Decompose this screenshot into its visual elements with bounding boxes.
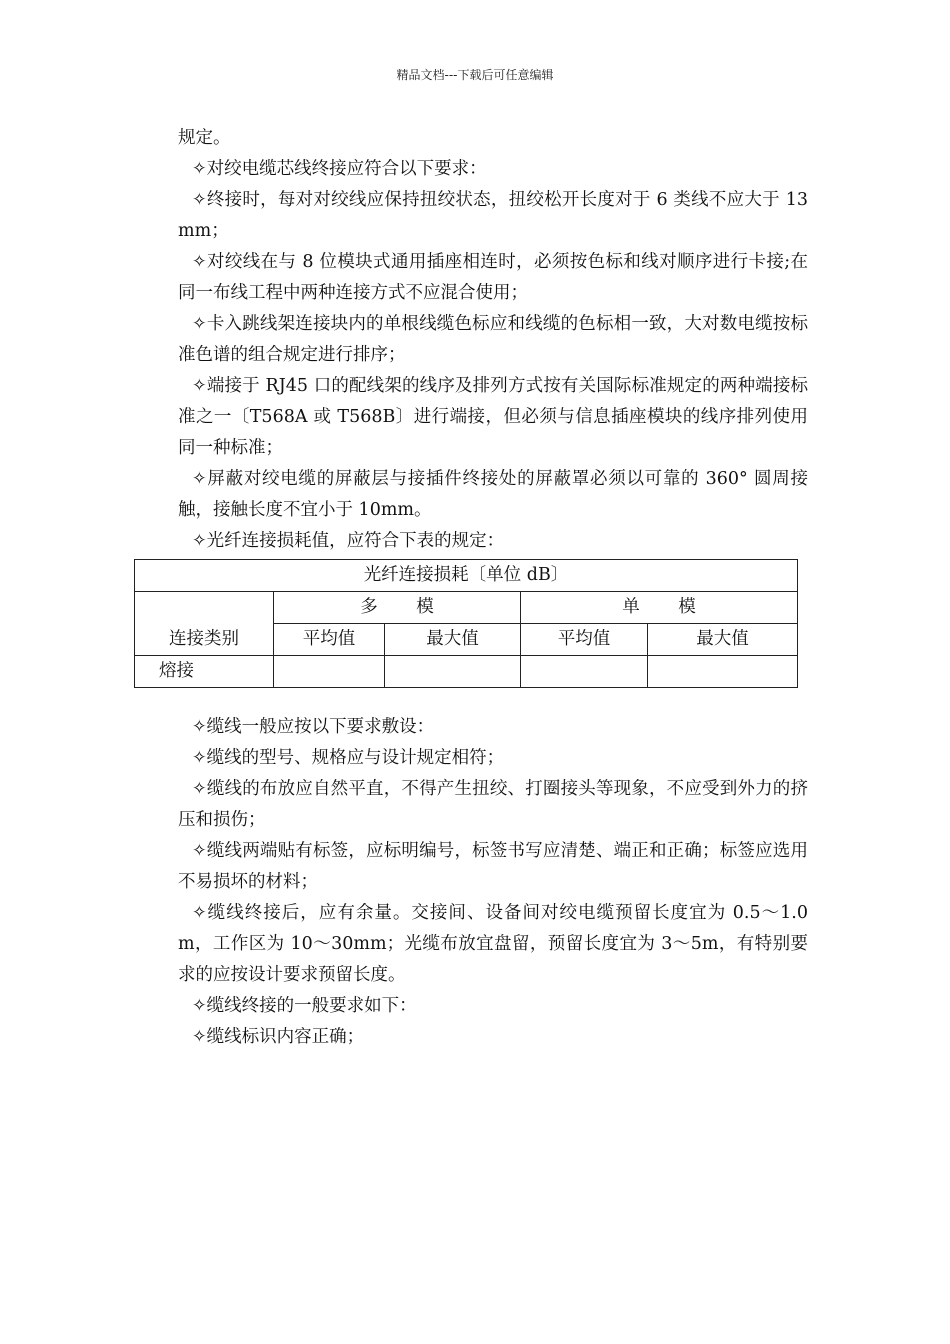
paragraph: ✧对绞线在与 8 位模块式通用插座相连时，必须按色标和线对顺序进行卡接;在同一布线工程中两种连接方式不应混合使用； [178, 252, 808, 303]
cell-single-max [648, 656, 798, 688]
paragraph: ✧缆线的型号、规格应与设计规定相符； [192, 748, 505, 768]
paragraph: ✧卡入跳线架连接块内的单根线缆色标应和线缆的色标相一致，大对数电缆按标准色谱的组合规定进行排序； [178, 314, 808, 365]
paragraph: ✧缆线终接的一般要求如下： [192, 996, 417, 1016]
top-paragraphs [178, 123, 808, 557]
table-title: 光纤连接损耗〔单位 dB〕 [135, 560, 798, 592]
paragraph: ✧缆线终接后，应有余量。交接间、设备间对绞电缆预留长度宜为 0.5～1.0m，工作区为 10～30mm；光缆布放宜盘留，预留长度宜为 3～5m，有特别要求的应按设计要求预留长度。 [178, 903, 808, 985]
paragraph: ✧缆线的布放应自然平直，不得产生扭绞、打圈接头等现象，不应受到外力的挤压和损伤； [178, 779, 808, 830]
page-header: 精品文档---下载后可任意编辑 [396, 68, 554, 82]
group-singlemode [521, 592, 798, 624]
paragraph: ✧对绞电缆芯线终接应符合以下要求： [192, 159, 487, 179]
multi-max-header: 最大值 [385, 624, 521, 656]
row-label-fusion: 熔接 [135, 656, 274, 688]
group-multimode-label: 多模 [360, 597, 473, 617]
paragraph: ✧光纤连接损耗值，应符合下表的规定： [192, 531, 505, 551]
cell-multi-max [385, 656, 521, 688]
paragraph: ✧缆线一般应按以下要求敷设： [192, 717, 435, 737]
cell-single-avg [521, 656, 648, 688]
paragraph: ✧屏蔽对绞电缆的屏蔽层与接插件终接处的屏蔽罩必须以可靠的 360° 圆周接触，接触长度不宜小于 10mm。 [178, 469, 808, 520]
paragraph: ✧终接时，每对对绞线应保持扭绞状态，扭绞松开长度对于 6 类线不应大于 13mm； [178, 190, 808, 241]
table-group-row [135, 592, 798, 624]
multi-avg-header: 平均值 [274, 624, 385, 656]
table-title-row [135, 560, 798, 592]
group-singlemode-label: 单模 [622, 597, 735, 617]
paragraph: ✧缆线标识内容正确； [192, 1027, 365, 1047]
fiber-loss-table [134, 559, 798, 688]
cell-multi-avg [274, 656, 385, 688]
fiber-loss-table-wrap [134, 559, 798, 688]
paragraph: ✧缆线两端贴有标签，应标明编号，标签书写应清楚、端正和正确；标签应选用不易损坏的材料； [178, 841, 808, 892]
bottom-paragraphs [178, 712, 808, 1053]
row-header-cell: 连接类别 [135, 592, 274, 656]
single-avg-header: 平均值 [521, 624, 648, 656]
table-row [135, 656, 798, 688]
group-multimode [274, 592, 521, 624]
paragraph: 规定。 [178, 128, 231, 148]
document-body [159, 123, 808, 1053]
paragraph: ✧端接于 RJ45 口的配线架的线序及排列方式按有关国际标准规定的两种端接标准之一〔T568A 或 T568B〕进行端接，但必须与信息插座模块的线序排列使用同一种标准； [178, 376, 808, 458]
single-max-header: 最大值 [648, 624, 798, 656]
